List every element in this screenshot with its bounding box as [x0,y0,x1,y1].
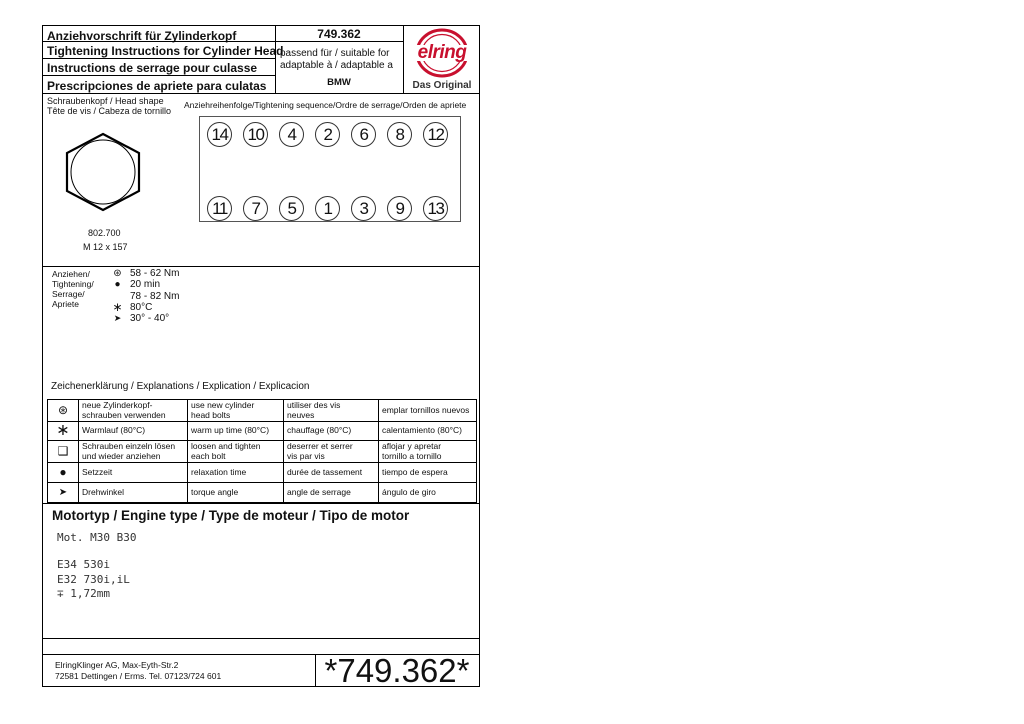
sequence-number: 14 [207,122,232,147]
divider [43,58,275,59]
company-address-line2: 72581 Dettingen / Erms. Tel. 07123/724 601 [55,671,222,681]
asterisk-icon: ∗ [112,299,123,314]
head-shape-label-line2: Tête de vis / Cabeza de tornillo [47,106,172,116]
legend-en: loosen and tighten each bolt [188,441,284,463]
legend-es: calentamiento (80°C) [379,422,477,441]
tightening-step [105,313,179,324]
divider [43,503,479,504]
elring-logo-subtitle: Das Original [412,80,472,91]
sequence-number: 11 [207,196,232,221]
hex-head-icon [65,132,141,212]
engine-line: Mot. M30 B30 [57,531,137,544]
legend-es: ángulo de giro [379,483,477,503]
sequence-number: 12 [423,122,448,147]
part-number: 749.362 [317,27,361,41]
divider [43,638,479,639]
elring-logo-text: elring [417,42,467,63]
new-bolt-icon: ⊛ [113,268,122,279]
sequence-diagram [199,116,461,222]
legend-table [47,399,477,503]
sequence-label: Anziehreihenfolge/Tightening sequence/Ordre de serrage/Orden de apriete [184,100,467,110]
vehicle-make: BMW [327,77,351,88]
legend-row [48,400,477,422]
title-german: Anziehvorschrift für Zylinderkopf [47,29,237,43]
asterisk-icon: ∗ [48,422,79,441]
tightening-label-line: Anziehen/ [52,269,90,279]
legend-de: Schrauben einzeln lösen und wieder anziehen [79,441,188,463]
sequence-number: 1 [315,196,340,221]
tightening-steps [105,268,179,324]
legend-en: relaxation time [188,463,284,483]
arrowhead-icon: ➤ [48,483,79,503]
tightening-label-line: Serrage/ [52,289,85,299]
new-bolt-icon: ⊛ [48,400,79,422]
legend-de: Setzzeit [79,463,188,483]
engine-line: E34 530i [57,558,110,571]
sequence-number: 8 [387,122,412,147]
divider [43,41,275,42]
legend-en: torque angle [188,483,284,503]
legend-es: aflojar y apretar tornillo a tornillo [379,441,477,463]
header-titles [43,26,284,93]
engine-line: ∓ 1,72mm [57,587,110,600]
sequence-number: 3 [351,196,376,221]
legend-en: warm up time (80°C) [188,422,284,441]
title-english: Tightening Instructions for Cylinder Head [47,44,284,58]
legend-row [48,441,477,463]
barcode-text: *749.362* [324,652,470,689]
head-shape-label-line1: Schraubenkopf / Head shape [47,96,164,106]
sequence-number: 13 [423,196,448,221]
step-value: 78 - 82 Nm [130,290,180,302]
legend-fr: angle de serrage [284,483,379,503]
sequence-number: 7 [243,196,268,221]
step-value: 80°C [130,301,153,313]
legend-row [48,463,477,483]
step-value: 30° - 40° [130,313,170,325]
legend-fr: deserrer et serrer vis par vis [284,441,379,463]
legend-de: neue Zylinderkopf- schrauben verwenden [79,400,188,422]
step-value: 20 min [130,279,161,291]
legend-row [48,483,477,503]
legend-fr: utiliser des vis neuves [284,400,379,422]
engine-line: E32 730i,iL [57,573,130,586]
legend-fr: chauffage (80°C) [284,422,379,441]
sequence-number: 10 [243,122,268,147]
legend-es: tiempo de espera [379,463,477,483]
tightening-label-line: Tightening/ [52,279,94,289]
arrowhead-icon: ➤ [113,313,122,324]
tightening-step [105,279,179,290]
divider [43,75,275,76]
legend-title: Zeichenerklärung / Explanations / Explication / Explicacion [51,381,310,392]
bolt-number: 802.700 [88,228,121,238]
sequence-number: 9 [387,196,412,221]
tightening-label [52,269,94,309]
legend-fr: durée de tassement [284,463,379,483]
divider [43,93,479,94]
legend-en: use new cylinder head bolts [188,400,284,422]
square-icon: ❑ [48,441,79,463]
filled-circle-icon: ● [114,279,121,291]
engine-type-title: Motortyp / Engine type / Type de moteur / Tipo de motor [52,508,410,523]
divider [43,266,479,267]
tightening-label-line: Apriete [52,299,79,309]
step-value: 58 - 62 Nm [130,268,180,279]
sequence-number: 5 [279,196,304,221]
sequence-number: 2 [315,122,340,147]
filled-circle-icon: ● [48,463,79,483]
legend-es: emplar tornillos nuevos [379,400,477,422]
title-french: Instructions de serrage pour culasse [47,61,258,75]
divider [275,41,403,42]
elring-logo [405,28,479,92]
instruction-sheet [42,25,480,687]
suitable-for-line1: passend für / suitable for [280,48,390,59]
sequence-number: 6 [351,122,376,147]
tightening-step [105,268,179,279]
sequence-number: 4 [279,122,304,147]
legend-row [48,422,477,441]
title-spanish: Prescripciones de apriete para culatas [47,79,267,93]
suitable-for-line2: adaptable à / adaptable a [280,60,393,71]
legend-de: Warmlauf (80°C) [79,422,188,441]
company-address-line1: ElringKlinger AG, Max-Eyth-Str.2 [55,660,179,670]
bolt-size: M 12 x 157 [83,242,128,252]
legend-de: Drehwinkel [79,483,188,503]
divider [403,26,404,93]
tightening-step [105,299,179,314]
